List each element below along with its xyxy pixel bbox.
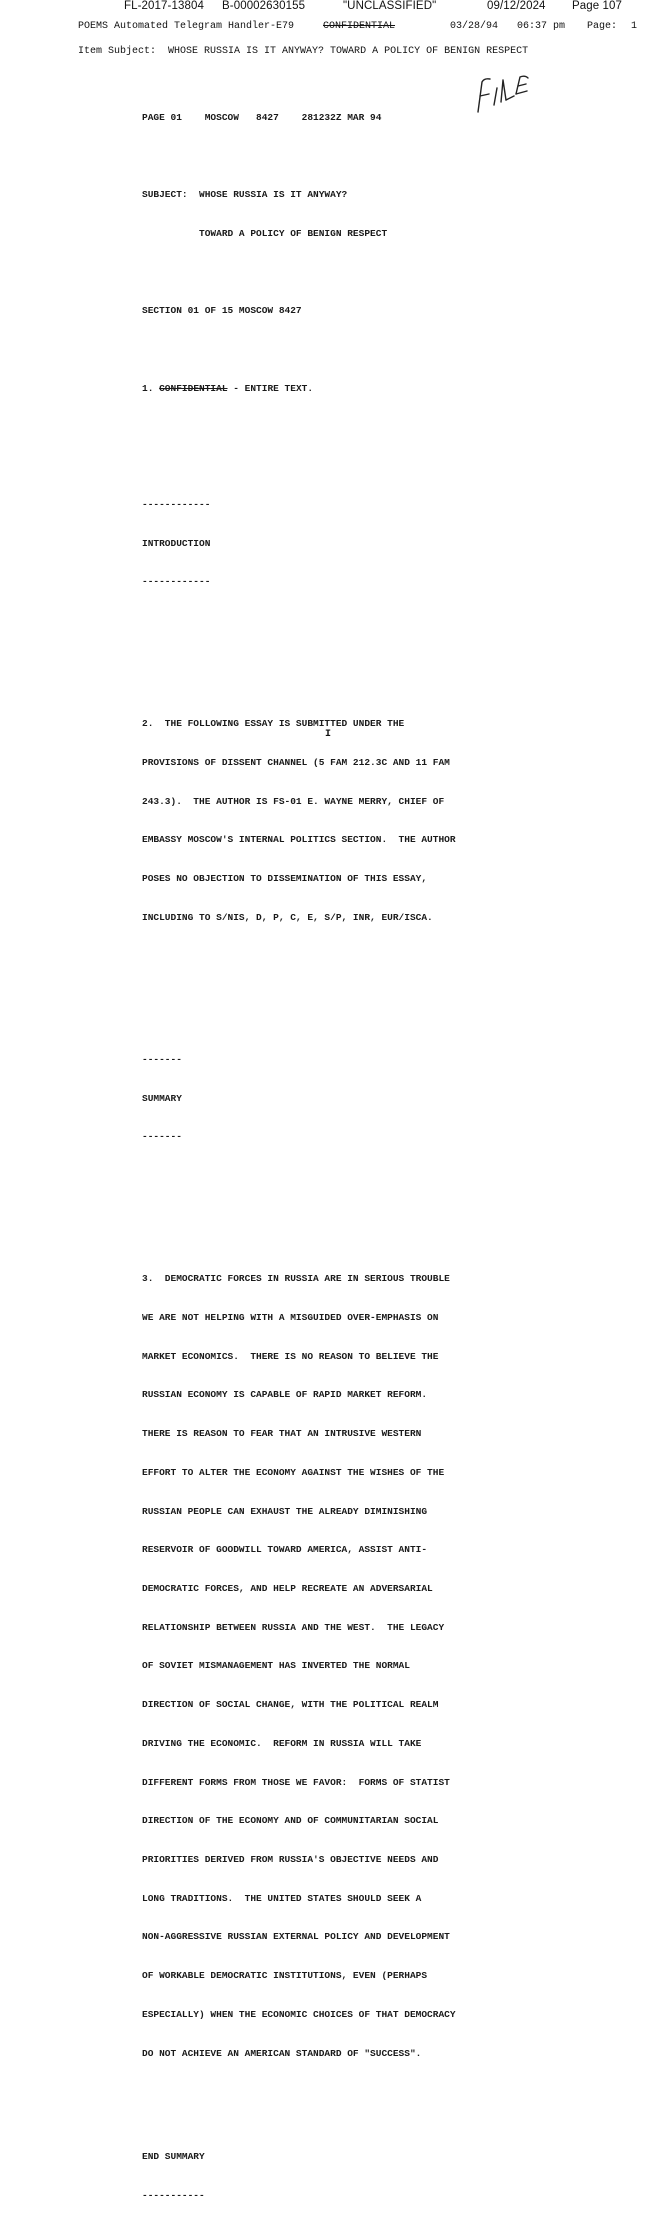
paragraph-line: DIRECTION OF THE ECONOMY AND OF COMMUNITARIAN SOCIAL (142, 1815, 439, 1827)
stamp-date: 09/12/2024 (487, 0, 546, 12)
system-name: POEMS Automated Telegram Handler-E79 (78, 21, 295, 32)
case-number: FL-2017-13804 (124, 0, 204, 12)
paragraph-line: 243.3). THE AUTHOR IS FS-01 E. WAYNE MERRY, CHIEF OF (142, 795, 445, 807)
section-line: SECTION 01 OF 15 MOSCOW 8427 (142, 305, 302, 317)
paragraph-line: RESERVOIR OF GOODWILL TOWARD AMERICA, ASSIST ANTI- (142, 1544, 428, 1556)
paragraph-3 (142, 1247, 456, 2086)
summary-rule-bottom: ------- (142, 1131, 182, 1143)
paragraph-line: RELATIONSHIP BETWEEN RUSSIA AND THE WEST. THE LEGACY (142, 1621, 445, 1633)
page-marker: I (325, 729, 332, 740)
paragraph-line: WE ARE NOT HELPING WITH A MISGUIDED OVER-EMPHASIS ON (142, 1311, 439, 1323)
paragraph-line: NON-AGGRESSIVE RUSSIAN EXTERNAL POLICY AND DEVELOPMENT (142, 1931, 450, 1943)
telegram-body (142, 86, 456, 2215)
end-rule: ----------- (142, 2189, 205, 2201)
paragraph-line: PROVISIONS OF DISSENT CHANNEL (5 FAM 212.3C AND 11 FAM (142, 757, 450, 769)
paragraph-2 (142, 692, 456, 950)
intro-rule-top: ------------ (142, 498, 211, 510)
paragraph-line: OF SOVIET MISMANAGEMENT HAS INVERTED THE NORMAL (142, 1660, 410, 1672)
header-page-label: Page: (587, 21, 618, 32)
intro-heading: INTRODUCTION (142, 537, 211, 549)
file-annotation (470, 72, 540, 125)
header-classification: CONFIDENTIAL (323, 21, 396, 32)
paragraph-line: DO NOT ACHIEVE AN AMERICAN STANDARD OF "SUCCESS". (142, 2047, 422, 2059)
paragraph-line: EFFORT TO ALTER THE ECONOMY AGAINST THE WISHES OF THE (142, 1466, 445, 1478)
header-date: 03/28/94 (450, 21, 499, 32)
paragraph-line: 3. DEMOCRATIC FORCES IN RUSSIA ARE IN SERIOUS TROUBLE (142, 1273, 450, 1285)
paragraph-1-number: 1. (142, 382, 160, 394)
paragraph-line: RUSSIAN PEOPLE CAN EXHAUST THE ALREADY DIMINISHING (142, 1505, 428, 1517)
page-line: PAGE 01 MOSCOW 8427 281232Z MAR 94 (142, 111, 382, 123)
paragraph-line: DEMOCRATIC FORCES, AND HELP RECREATE AN ADVERSARIAL (142, 1582, 433, 1594)
header-page-number: 1 (631, 21, 638, 32)
stamp-page: Page 107 (572, 0, 623, 12)
header-time: 06:37 pm (517, 21, 566, 32)
intro-rule-bottom: ------------ (142, 576, 211, 588)
paragraph-line: DRIVING THE ECONOMIC. REFORM IN RUSSIA WILL TAKE (142, 1737, 422, 1749)
summary-rule-top: ------- (142, 1053, 182, 1065)
summary-heading: SUMMARY (142, 1092, 182, 1104)
file-handwriting-icon (470, 72, 540, 120)
item-subject-label: Item Subject: (78, 46, 157, 57)
paragraph-line: MARKET ECONOMICS. THERE IS NO REASON TO BELIEVE THE (142, 1350, 439, 1362)
paragraph-line: DIFFERENT FORMS FROM THOSE WE FAVOR: FORMS OF STATIST (142, 1776, 450, 1788)
paragraph-line: INCLUDING TO S/NIS, D, P, C, E, S/P, INR, EUR/ISCA. (142, 911, 433, 923)
paragraph-line: 2. THE FOLLOWING ESSAY IS SUBMITTED UNDER THE (142, 718, 405, 730)
paragraph-line: LONG TRADITIONS. THE UNITED STATES SHOULD SEEK A (142, 1892, 422, 1904)
item-subject (78, 46, 528, 57)
paragraph-line: DIRECTION OF SOCIAL CHANGE, WITH THE POLITICAL REALM (142, 1699, 439, 1711)
paragraph-line: EMBASSY MOSCOW'S INTERNAL POLITICS SECTION. THE AUTHOR (142, 834, 456, 846)
paragraph-line: OF WORKABLE DEMOCRATIC INSTITUTIONS, EVEN (PERHAPS (142, 1970, 428, 1982)
item-subject-value: WHOSE RUSSIA IS IT ANYWAY? TOWARD A POLICY OF BENIGN RESPECT (168, 46, 529, 57)
paragraph-1-text: - ENTIRE TEXT. (227, 382, 314, 394)
subject-line: SUBJECT: WHOSE RUSSIA IS IT ANYWAY? (142, 189, 348, 201)
subject-line-continued: TOWARD A POLICY OF BENIGN RESPECT (142, 227, 388, 239)
paragraph-1-classification: CONFIDENTIAL (159, 382, 228, 394)
paragraph-1 (142, 383, 456, 396)
paragraph-line: PRIORITIES DERIVED FROM RUSSIA'S OBJECTIVE NEEDS AND (142, 1853, 439, 1865)
classification-stamp: "UNCLASSIFIED" (343, 0, 437, 12)
paragraph-line: ESPECIALLY) WHEN THE ECONOMIC CHOICES OF THAT DEMOCRACY (142, 2008, 456, 2020)
paragraph-line: RUSSIAN ECONOMY IS CAPABLE OF RAPID MARKET REFORM. (142, 1389, 428, 1401)
document-number: B-00002630155 (222, 0, 306, 12)
paragraph-line: THERE IS REASON TO FEAR THAT AN INTRUSIVE WESTERN (142, 1428, 422, 1440)
end-summary: END SUMMARY (142, 2150, 205, 2162)
paragraph-line: POSES NO OBJECTION TO DISSEMINATION OF THIS ESSAY, (142, 873, 428, 885)
